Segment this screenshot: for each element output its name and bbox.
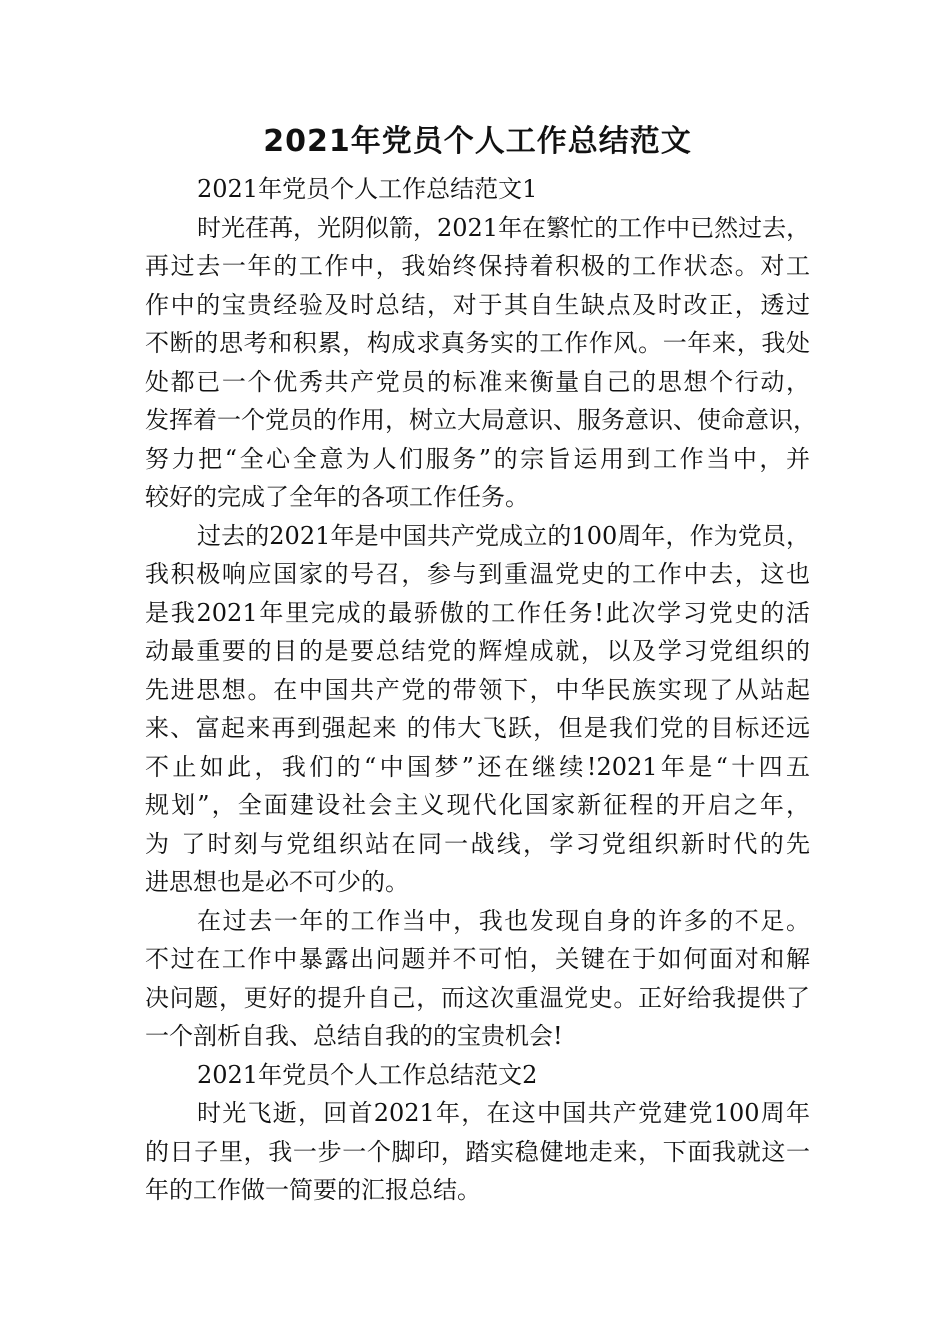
text-line: 发挥着一个党员的作用，树立大局意识、服务意识、使命意识， bbox=[145, 406, 817, 434]
text-line: 一个剖析自我、总结自我的的宝贵机会! bbox=[145, 1022, 563, 1050]
text-line: 进思想也是必不可少的。 bbox=[145, 868, 409, 896]
document-page bbox=[145, 118, 817, 1210]
text-line: 为 了时刻与党组织站在同一战线，学习党组织新时代的先 bbox=[145, 829, 810, 858]
text-line: 先进思想。在中国共产党的带领下，中华民族实现了从站起 bbox=[145, 675, 810, 704]
text-line: 不断的思考和积累，构成求真务实的工作作风。一年来，我处 bbox=[145, 329, 810, 357]
paragraph-4 bbox=[145, 1094, 810, 1210]
text-line: 是我2021年里完成的最骄傲的工作任务!此次学习党史的活 bbox=[145, 598, 810, 627]
text-line: 动最重要的目的是要总结党的辉煌成就，以及学习党组织的 bbox=[145, 637, 810, 665]
text-line: 年的工作做一简要的汇报总结。 bbox=[145, 1176, 481, 1204]
text-line: 过去的2021年是中国共产党成立的100周年，作为党员， bbox=[197, 521, 810, 550]
text-line: 来、富起来再到强起来 的伟大飞跃，但是我们党的目标还远 bbox=[145, 714, 810, 742]
document-title: 2021年党员个人工作总结范文 bbox=[263, 124, 692, 159]
text-line: 在过去一年的工作当中，我也发现自身的许多的不足。 bbox=[197, 906, 810, 935]
text-line: 处都已一个优秀共产党员的标准来衡量自己的思想个行动， bbox=[145, 367, 810, 396]
paragraph-2 bbox=[145, 517, 810, 902]
text-line: 的日子里，我一步一个脚印，踏实稳健地走来，下面我就这一 bbox=[145, 1137, 810, 1166]
text-line: 我积极响应国家的号召，参与到重温党史的工作中去，这也 bbox=[145, 560, 810, 588]
text-line: 规划”，全面建设社会主义现代化国家新征程的开启之年， bbox=[145, 791, 810, 819]
paragraph-3 bbox=[145, 902, 810, 1056]
text-line: 不止如此，我们的“中国梦”还在继续!2021年是“十四五 bbox=[145, 752, 810, 781]
text-line: 时光飞逝，回首2021年，在这中国共产党建党100周年 bbox=[197, 1099, 810, 1127]
text-line: 不过在工作中暴露出问题并不可怕，关键在于如何面对和解 bbox=[145, 945, 810, 973]
text-line: 决问题，更好的提升自己，而这次重温党史。正好给我提供了 bbox=[145, 983, 810, 1012]
text-line: 时光荏苒，光阴似箭，2021年在繁忙的工作中已然过去， bbox=[197, 213, 811, 242]
section-heading-2: 2021年党员个人工作总结范文2 bbox=[197, 1060, 538, 1089]
text-line: 作中的宝贵经验及时总结，对于其自生缺点及时改正，透过 bbox=[145, 290, 810, 319]
paragraph-1 bbox=[145, 209, 817, 517]
text-line: 较好的完成了全年的各项工作任务。 bbox=[145, 483, 529, 511]
section-heading-1: 2021年党员个人工作总结范文1 bbox=[197, 175, 538, 203]
text-line: 再过去一年的工作中，我始终保持着积极的工作状态。对工 bbox=[145, 252, 810, 280]
text-line: 努力把“全心全意为人们服务”的宗旨运用到工作当中，并 bbox=[145, 444, 810, 473]
